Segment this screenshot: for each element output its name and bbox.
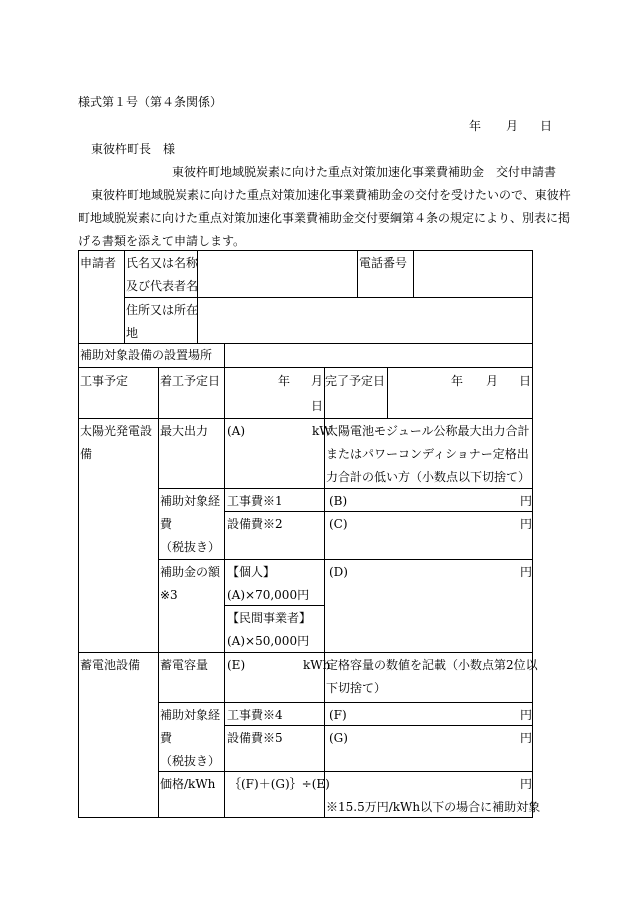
capacity-label: 蓄電容量 — [160, 658, 209, 672]
table-rule — [357, 250, 358, 297]
addressee: 東彼杵町長 様 — [91, 142, 176, 156]
start-date-label: 着工予定日 — [160, 374, 221, 388]
intro-line: 東彼杵町地域脱炭素に向けた重点対策加速化事業費補助金の交付を受けたいので、東彼杵 — [91, 188, 571, 202]
date-month-label: 月 — [506, 119, 519, 133]
table-border — [532, 250, 533, 818]
table-rule — [124, 250, 125, 343]
table-rule — [158, 367, 159, 818]
start-month-label: 月 — [311, 374, 324, 388]
yen-unit: 円 — [520, 565, 533, 579]
yen-unit: 円 — [520, 517, 533, 531]
subsidy-label: 補助金の額 — [160, 565, 221, 579]
address-label: 地 — [126, 326, 139, 340]
value-e-label: (E) — [227, 658, 246, 672]
battery-cost-label: （税抜き） — [160, 754, 221, 768]
individual-calc: (A)×70,000円 — [227, 588, 310, 602]
business-label: 【民間事業者】 — [227, 611, 312, 625]
table-border — [78, 250, 79, 818]
max-output-note: 太陽電池モジュール公称最大出力合計 — [326, 424, 530, 438]
start-year-label: 年 — [278, 374, 291, 388]
subsidy-label: ※3 — [160, 588, 178, 602]
battery-cost-label: 費 — [160, 731, 173, 745]
battery-label: 蓄電池設備 — [80, 658, 141, 672]
max-output-note: またはパワーコンディショナー定格出 — [326, 447, 529, 461]
max-output-label: 最大出力 — [160, 424, 209, 438]
end-month-label: 月 — [486, 374, 499, 388]
table-rule — [224, 343, 225, 367]
yen-unit: 円 — [520, 494, 533, 508]
end-day-label: 日 — [519, 374, 532, 388]
intro-line: げる書類を添えて申請します。 — [78, 234, 246, 248]
start-day-label: 日 — [311, 399, 324, 413]
install-location-label: 補助対象設備の設置場所 — [80, 348, 213, 362]
value-c-label: (C) — [329, 517, 348, 531]
value-a-label: (A) — [227, 424, 246, 438]
table-rule — [158, 702, 533, 703]
end-year-label: 年 — [451, 374, 464, 388]
table-rule — [413, 250, 414, 297]
price-per-kwh-label: 価格/kWh — [160, 777, 216, 791]
table-rule — [78, 418, 533, 419]
capacity-note: 下切捨て） — [326, 681, 387, 695]
schedule-label: 工事予定 — [80, 374, 129, 388]
construction-cost-label: 工事費※4 — [227, 708, 283, 722]
capacity-note: 定格容量の数値を記載（小数点第2位以 — [326, 658, 538, 672]
table-rule — [78, 367, 533, 368]
applicant-label: 申請者 — [80, 256, 117, 270]
value-g-label: (G) — [329, 731, 348, 745]
price-formula: ｛(F)＋(G)｝÷(E) — [229, 777, 330, 791]
battery-cost-label: 補助対象経 — [160, 708, 221, 722]
solar-label: 備 — [80, 447, 93, 461]
value-b-label: (B) — [329, 494, 348, 508]
form-number: 様式第１号（第４条関係） — [78, 95, 223, 109]
intro-line: 町地域脱炭素に向けた重点対策加速化事業費補助金交付要綱第４条の規定により、別表に掲 — [78, 211, 571, 225]
solar-cost-label: 費 — [160, 517, 173, 531]
solar-cost-label: 補助対象経 — [160, 494, 221, 508]
name-label: 氏名又は名称 — [126, 256, 199, 270]
max-output-note: 力合計の低い方（小数点以下切捨て） — [326, 470, 531, 484]
document-title: 東彼杵町地域脱炭素に向けた重点対策加速化事業費補助金 交付申請書 — [172, 165, 557, 179]
phone-label: 電話番号 — [359, 256, 408, 270]
yen-unit: 円 — [520, 777, 533, 791]
address-label: 住所又は所在 — [126, 303, 199, 317]
table-rule — [324, 418, 325, 818]
solar-cost-label: （税抜き） — [160, 540, 221, 554]
table-rule — [387, 367, 388, 418]
yen-unit: 円 — [520, 731, 533, 745]
equipment-cost-label: 設備費※5 — [227, 731, 283, 745]
kwh-unit: kWh — [303, 658, 331, 672]
table-rule — [158, 559, 533, 560]
individual-label: 【個人】 — [227, 565, 276, 579]
value-f-label: (F) — [329, 708, 347, 722]
price-note: ※15.5万円/kWh以下の場合に補助対象 — [326, 800, 541, 814]
table-rule — [224, 367, 225, 818]
value-d-label: (D) — [329, 565, 348, 579]
solar-label: 太陽光発電設 — [80, 424, 153, 438]
kw-unit: kW — [312, 424, 332, 438]
business-calc: (A)×50,000円 — [227, 634, 310, 648]
construction-cost-label: 工事費※1 — [227, 494, 283, 508]
equipment-cost-label: 設備費※2 — [227, 517, 283, 531]
name-label: 及び代表者名 — [126, 279, 199, 293]
end-date-label: 完了予定日 — [325, 374, 386, 388]
date-year-label: 年 — [469, 119, 482, 133]
table-border — [78, 250, 533, 251]
date-day-label: 日 — [540, 119, 553, 133]
yen-unit: 円 — [520, 708, 533, 722]
